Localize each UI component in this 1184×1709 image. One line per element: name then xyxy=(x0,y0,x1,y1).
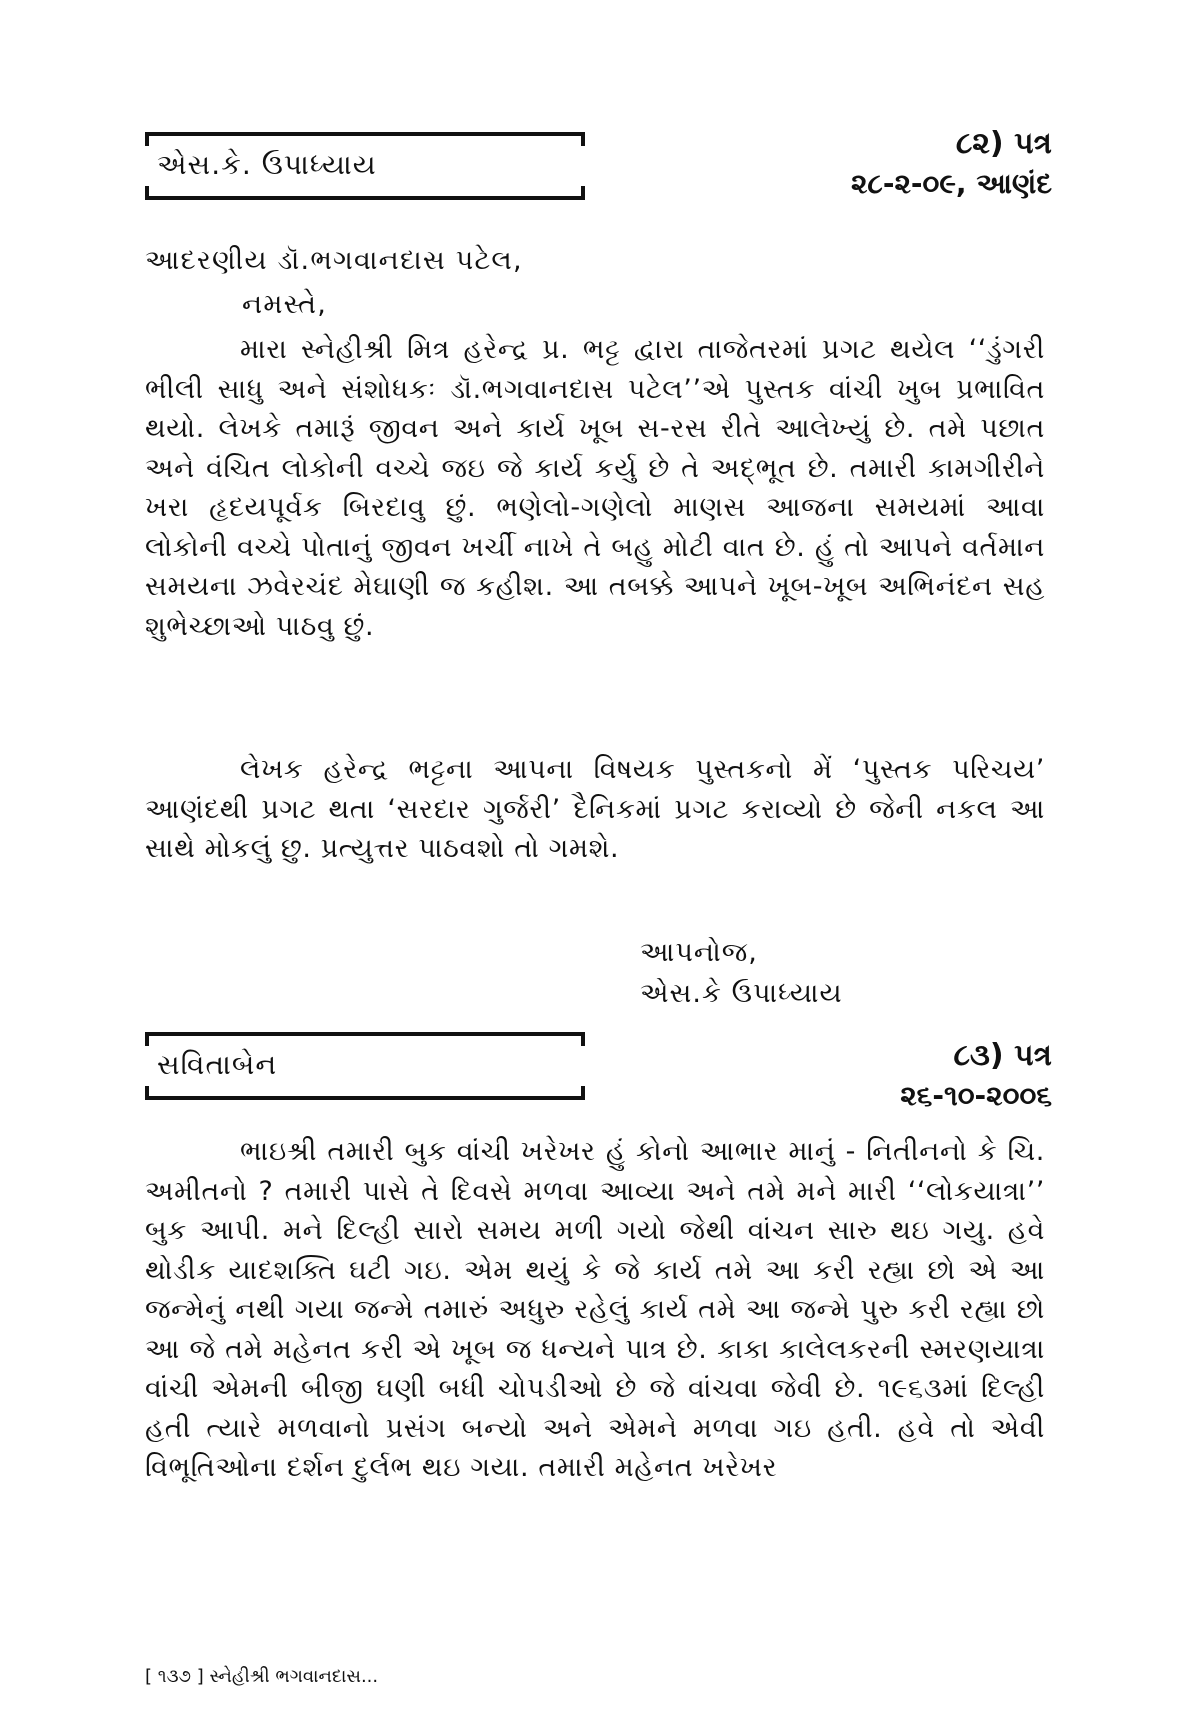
salutation: આદરણીય ડૉ.ભગવાનદાસ પટેલ, xyxy=(145,245,523,276)
sender-box xyxy=(145,132,585,200)
paragraph-text: મારા સ્નેહીશ્રી મિત્ર હરેન્દ્ર પ્ર. ભટ્ટ દ્વારા તાજેતરમાં પ્રગટ થયેલ ‘‘ડુંગરી ભીલી સાધુ અને સંશોધકઃ ડૉ.ભગવાનદાસ પટેલ’’એ પુસ્તક વાંચી ખુબ પ્રભાવિત થયો. લેખકે તમારૂં જીવન અને કાર્ય ખૂબ સ-રસ રીતે આલેખ્યું છે. તમે પછાત અને વંચિત લોકોની વચ્ચે જઇ જે કાર્ય કર્યુ છે તે અદ્‌ભૂત છે. તમારી કામગીરીને ખરા હૃદયપૂર્વક બિરદાવુ છું. ભણેલો-ગણેલો માણસ આજના સમયમાં આવા લોકોની વચ્ચે પોતાનું જીવન ખર્ચી નાખે તે બહુ મોટી વાત છે. હું તો આપને વર્તમાન સમયના ઝવેરચંદ મેઘાણી જ કહીશ. આ તબક્કે આપને ખૂબ-ખૂબ અભિનંદન સહ શુભેચ્છાઓ પાઠવુ છું. xyxy=(145,334,1045,642)
sender-name: સવિતાબેન xyxy=(157,1048,278,1081)
closing: આપનોજ, xyxy=(640,937,758,968)
letter-body-paragraph xyxy=(145,1132,1045,1488)
box-border-bottom xyxy=(145,196,585,200)
signoff xyxy=(640,932,843,1014)
box-border-top xyxy=(145,1032,585,1036)
letter-heading xyxy=(851,124,1052,204)
page-footer: [ ૧૩૭ ] સ્નેહીશ્રી ભગવાનદાસ... xyxy=(145,1666,379,1687)
box-corner xyxy=(581,1032,585,1046)
box-corner xyxy=(145,132,149,146)
box-border-bottom xyxy=(145,1096,585,1100)
box-corner xyxy=(145,1032,149,1046)
letter-body-paragraph xyxy=(145,750,1045,869)
letter-heading xyxy=(900,1036,1052,1116)
signature: એસ.કે ઉપાધ્યાય xyxy=(640,978,843,1009)
paragraph-text: ભાઇશ્રી તમારી બુક વાંચી ખરેખર હું કોનો આભાર માનું - નિતીનનો કે ચિ. અમીતનો ? તમારી પાસે તે દિવસે મળવા આવ્યા અને તમે મને મારી ‘‘લોકયાત્રા’’ બુક આપી. મને દિલ્હી સારો સમય મળી ગયો જેથી વાંચન સારુ થઇ ગયુ. હવે થોડીક યાદશક્તિ ઘટી ગઇ. એમ થયું કે જે કાર્ય તમે આ કરી રહ્યા છો એ આ જન્મેનું નથી ગયા જન્મે તમારું અધુરુ રહેલું કાર્ય તમે આ જન્મે પુરુ કરી રહ્યા છો આ જે તમે મહેનત કરી એ ખૂબ જ ધન્યને પાત્ર છે. કાકા કાલેલકરની સ્મરણયાત્રા વાંચી એમની બીજી ઘણી બધી ચોપડીઓ છે જે વાંચવા જેવી છે. ૧૯૬૩માં દિલ્હી હતી ત્યારે મળવાનો પ્રસંગ બન્યો અને એમને મળવા ગઇ હતી. હવે તો એવી વિભૂતિઓના દર્શન દુર્લભ થઇ ગયા. તમારી મહેનત ખરેખર xyxy=(145,1136,1045,1483)
box-corner xyxy=(581,132,585,146)
letter-date: ૨૮-૨-૦૯, આણંદ xyxy=(850,167,1052,200)
sender-box xyxy=(145,1032,585,1100)
letter-number: ૮૨) પત્ર xyxy=(955,126,1052,161)
letter-date: ૨૬-૧૦-૨૦૦૬ xyxy=(900,1079,1052,1112)
sender-name: એસ.કે. ઉપાધ્યાય xyxy=(157,148,377,181)
letter-number: ૮૩) પત્ર xyxy=(953,1038,1052,1073)
paragraph-text: લેખક હરેન્દ્ર ભટ્ટના આપના વિષયક પુસ્તકનો મેં ‘પુસ્તક પરિચય’ આણંદથી પ્રગટ થતા ‘સરદાર ગુર્જરી’ દૈનિકમાં પ્રગટ કરાવ્યો છે જેની નકલ આ સાથે મોકલું છુ. પ્રત્યુત્તર પાઠવશો તો ગમશે. xyxy=(145,754,1045,864)
box-border-top xyxy=(145,132,585,136)
greeting: નમસ્તે, xyxy=(242,289,328,320)
letter-body-paragraph xyxy=(145,330,1045,646)
